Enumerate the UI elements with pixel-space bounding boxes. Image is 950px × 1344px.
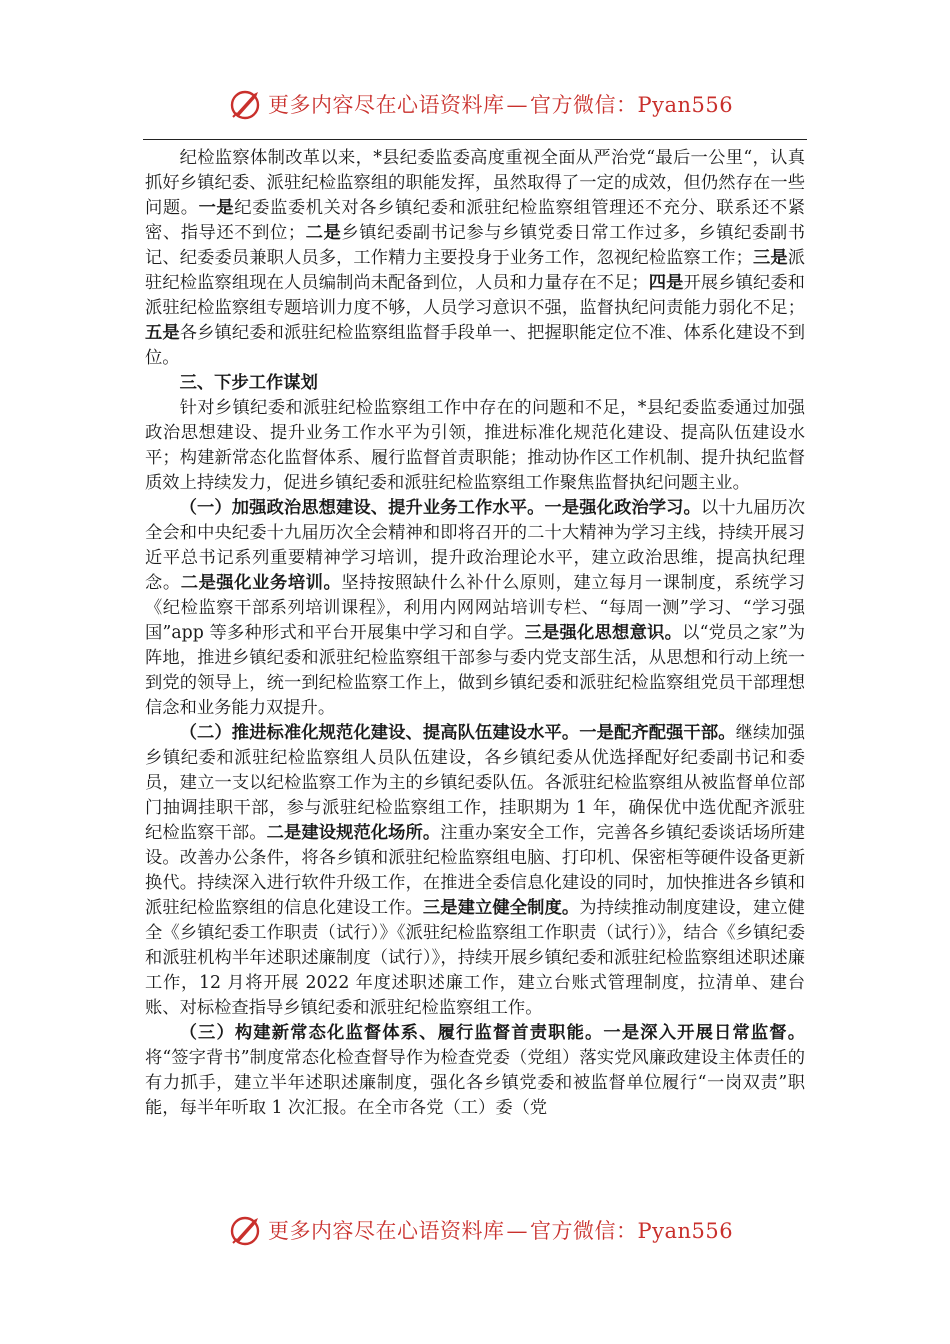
paragraph xyxy=(145,146,805,371)
bold-run: （一）加强政治思想建设、提升业务工作水平。一是强化政治学习。 xyxy=(179,498,701,518)
text-run: 为持续推动制度建设，建立健全《乡镇纪委工作职责（试行）》《派驻纪检监察组工作职责（试行）》，结合《乡镇纪委和派驻机构半年述职述廉制度（试行）》，持续开展乡镇纪委和派驻纪检监察组述职述廉工作，12 月将开展 2022 年度述职述廉工作，建立台账式管理制度，拉清单、建台账、对标检查指导乡镇纪委和派驻纪检监察组工作。 xyxy=(145,898,805,1018)
bold-run: 三是建立健全制度。 xyxy=(422,898,580,918)
section-heading xyxy=(145,371,805,396)
bold-run: （三）构建新常态化监督体系、履行监督首责职能。一是深入开展日常监督。 xyxy=(179,1023,805,1043)
document-body xyxy=(145,146,805,1121)
banner-text: 更多内容尽在心语资料库—官方微信：Pyan556 xyxy=(268,93,734,117)
text-run: 继续加强乡镇纪委和派驻纪检监察组人员队伍建设，各乡镇纪委从优选择配好纪委副书记和委员，建立一支以纪检监察工作为主的乡镇纪委队伍。各派驻纪检监察组从被监督单位部门抽调挂职干部，参与派驻纪检监察组工作，挂职期为 1 年，确保优中选优配齐派驻纪检监察干部。 xyxy=(145,723,805,843)
text-run: 针对乡镇纪委和派驻纪检监察组工作中存在的问题和不足，*县纪委监委通过加强政治思想建设、提升业务工作水平为引领，推进标准化规范化建设、提高队伍建设水平；构建新常态化监督体系、履行监督首责职能；推动协作区工作机制、提升执纪监督质效上持续发力，促进乡镇纪委和派驻纪检监察组工作聚焦监督执纪问题主业。 xyxy=(145,398,805,493)
text-run: 将“签字背书”制度常态化检查督导作为检查党委（党组）落实党风廉政建设主体责任的有力抓手，建立半年述职述廉制度，强化各乡镇党委和被监督单位履行“一岗双责”职能，每半年听取 1 次汇报。在全市各党（工）委（党 xyxy=(145,1048,805,1118)
bold-run: 三是强化思想意识。 xyxy=(524,623,683,643)
paragraph xyxy=(145,721,805,1021)
bold-run: 一是 xyxy=(198,198,235,218)
bold-run: 三、下步工作谋划 xyxy=(179,373,318,393)
text-run: 注重办案安全工作，完善各乡镇纪委谈话场所建设。改善办公条件，将各乡镇和派驻纪检监察组电脑、打印机、保密柜等硬件设备更新换代。持续深入进行软件升级工作，在推进全委信息化建设的同时，加快推进各乡镇和派驻纪检监察组的信息化建设工作。 xyxy=(145,823,805,918)
text-run: 纪检监察体制改革以来，*县纪委监委高度重视全面从严治党“最后一公里“，认真抓好乡镇纪委、派驻纪检监察组的职能发挥，虽然取得了一定的成效，但仍然存在一些问题。 xyxy=(145,148,805,218)
text-run: 各乡镇纪委和派驻纪检监察组监督手段单一、把握职能定位不准、体系化建设不到位。 xyxy=(145,323,805,368)
text-run: 开展乡镇纪委和派驻纪检监察组专题培训力度不够，人员学习意识不强，监督执纪问责能力弱化不足； xyxy=(145,273,805,318)
bold-run: 二是 xyxy=(305,223,342,243)
paragraph xyxy=(145,496,805,721)
header-banner xyxy=(228,84,733,124)
text-run: 坚持按照缺什么补什么原则，建立每月一课制度，系统学习《纪检监察干部系列培训课程》，利用内网网站培训专栏、“每周一测”学习、“学习强国”app 等多种形式和平台开展集中学习和自学。 xyxy=(145,573,805,643)
text-run: 纪委监委机关对各乡镇纪委和派驻纪检监察组管理还不充分、联系还不紧密、指导还不到位； xyxy=(145,198,805,243)
bold-run: 二是强化业务培训。 xyxy=(180,573,342,593)
pen-logo-icon xyxy=(228,86,264,122)
text-run: 乡镇纪委副书记参与乡镇党委日常工作过多，乡镇纪委副书记、纪委委员兼职人员多，工作精力主要投身于业务工作，忽视纪检监察工作； xyxy=(145,223,805,268)
bold-run: 二是建设规范化场所。 xyxy=(266,823,441,843)
header-rule xyxy=(143,139,807,140)
banner-text: 更多内容尽在心语资料库—官方微信：Pyan556 xyxy=(268,1219,734,1243)
text-run: 派驻纪检监察组现在人员编制尚未配备到位，人员和力量存在不足； xyxy=(145,248,805,293)
text-run: 以“党员之家”为阵地，推进乡镇纪委和派驻纪检监察组干部参与委内党支部生活，从思想和行动上统一到党的领导上，统一到纪检监察工作上，做到乡镇纪委和派驻纪检监察组党员干部理想信念和业务能力双提升。 xyxy=(145,623,805,718)
paragraph xyxy=(145,1021,805,1121)
bold-run: 五是 xyxy=(145,323,180,343)
bold-run: （二）推进标准化规范化建设、提高队伍建设水平。一是配齐配强干部。 xyxy=(179,723,736,743)
paragraph xyxy=(145,396,805,496)
text-run: 以十九届历次全会和中央纪委十九届历次全会精神和即将召开的二十大精神为学习主线，持续开展习近平总书记系列重要精神学习培训，提升政治理论水平，建立政治思维，提高执纪理念。 xyxy=(145,498,805,593)
pen-logo-icon xyxy=(228,1212,264,1248)
footer-banner xyxy=(228,1210,733,1250)
bold-run: 四是 xyxy=(648,273,684,293)
bold-run: 三是 xyxy=(752,248,788,268)
